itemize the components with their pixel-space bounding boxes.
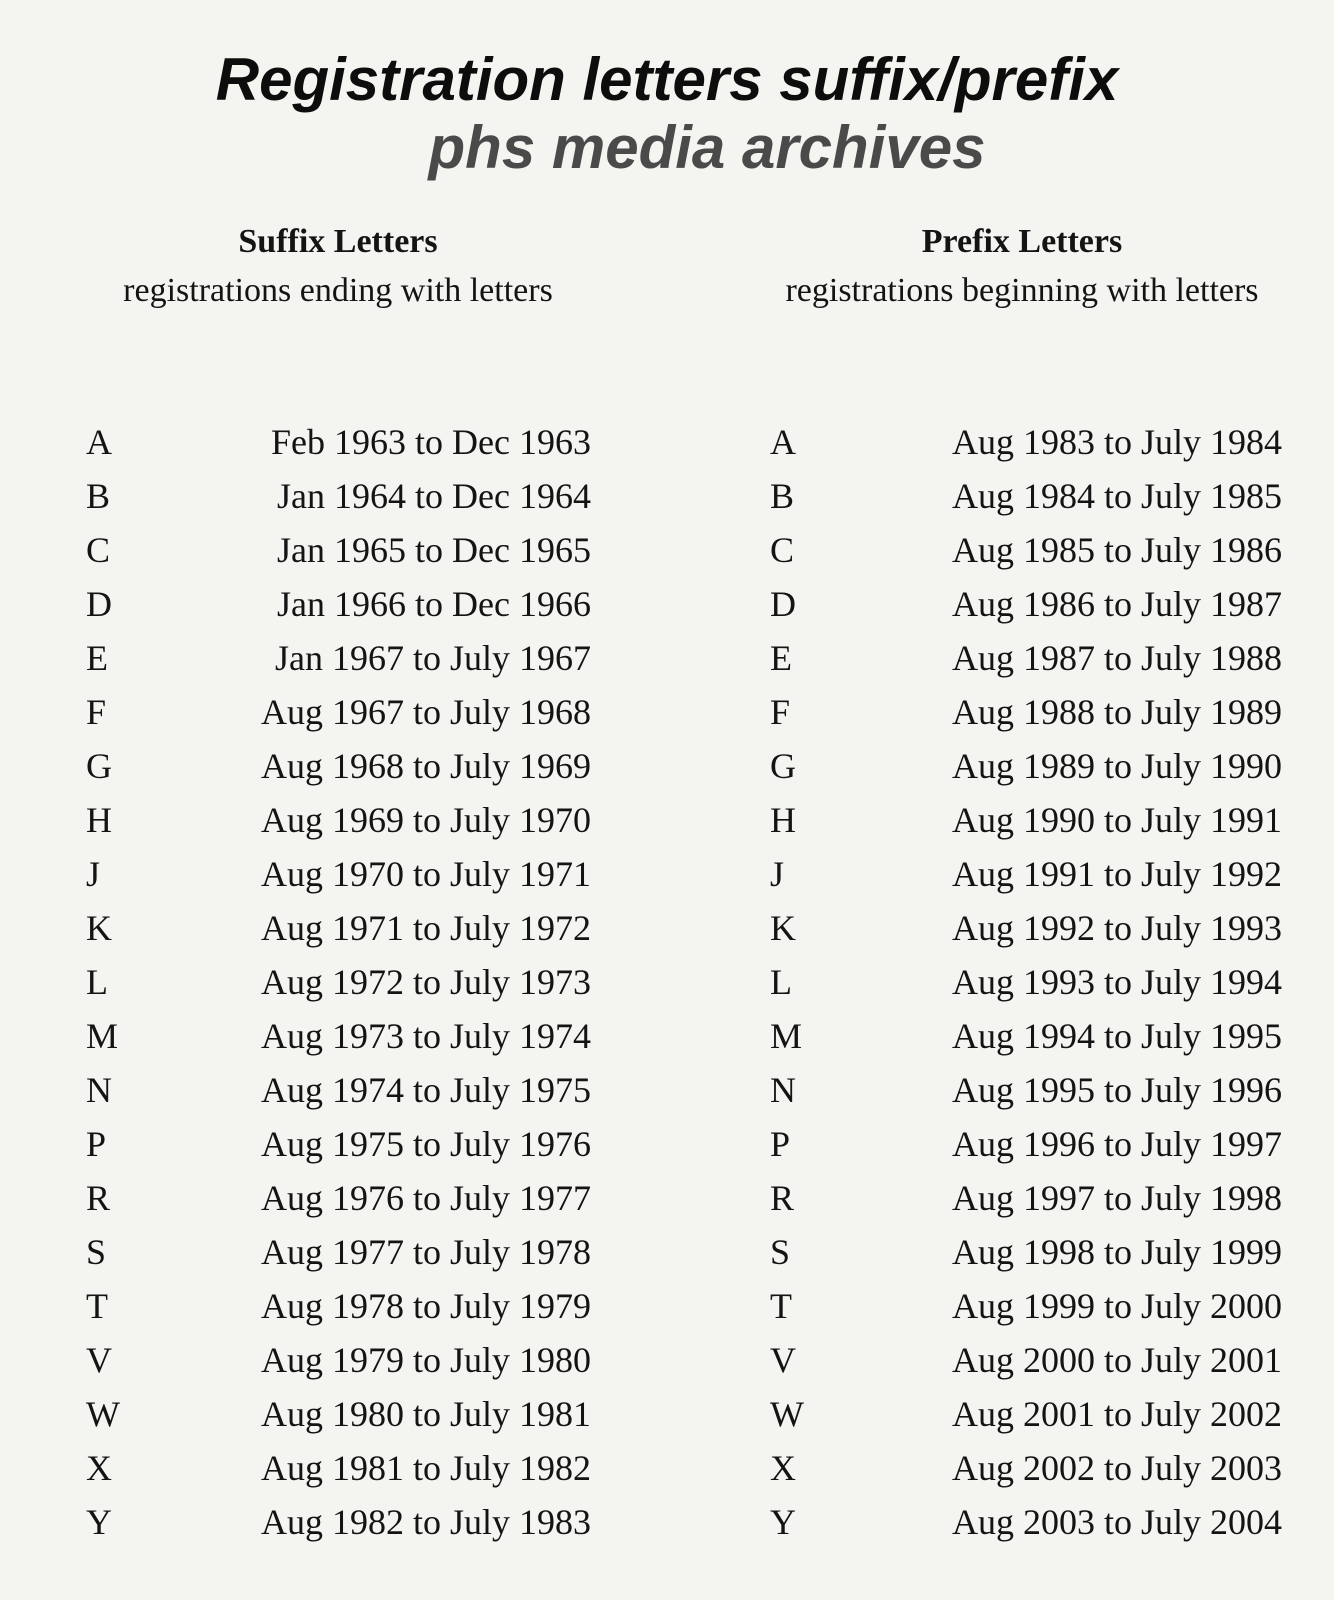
suffix-row-letter: B	[86, 476, 111, 516]
prefix-row-letter: D	[770, 584, 796, 624]
prefix-table-row	[770, 901, 1282, 955]
prefix-row-date-range: Aug 1999 to July 2000	[951, 1286, 1282, 1326]
prefix-row-letter: J	[770, 854, 785, 894]
prefix-row-letter: T	[770, 1286, 792, 1326]
prefix-table-row	[770, 955, 1282, 1009]
suffix-table-row	[86, 631, 591, 685]
suffix-row-date-range: Jan 1965 to Dec 1965	[277, 530, 591, 570]
prefix-row-letter: V	[770, 1340, 796, 1380]
prefix-row-date-range: Aug 1993 to July 1994	[951, 962, 1282, 1002]
suffix-row-date-range: Aug 1978 to July 1979	[260, 1286, 591, 1326]
suffix-column-header	[78, 218, 598, 316]
suffix-row-date-range: Aug 1981 to July 1982	[260, 1448, 591, 1488]
prefix-row-date-range: Aug 1987 to July 1988	[951, 638, 1282, 678]
suffix-table-row	[86, 901, 591, 955]
prefix-row-letter: B	[770, 476, 795, 516]
suffix-table-row	[86, 1063, 591, 1117]
suffix-table-row	[86, 1171, 591, 1225]
prefix-row-letter: H	[770, 800, 796, 840]
prefix-table-row	[770, 793, 1282, 847]
prefix-row-date-range: Aug 1995 to July 1996	[951, 1070, 1282, 1110]
prefix-row-date-range: Aug 1994 to July 1995	[951, 1016, 1282, 1056]
suffix-table-row	[86, 415, 591, 469]
suffix-row-letter: T	[86, 1286, 108, 1326]
suffix-row-letter: F	[86, 692, 107, 732]
suffix-row-letter: L	[86, 962, 108, 1002]
prefix-row-letter: W	[770, 1394, 804, 1434]
prefix-table-row	[770, 1441, 1282, 1495]
suffix-row-date-range: Aug 1974 to July 1975	[260, 1070, 591, 1110]
prefix-row-date-range: Aug 1992 to July 1993	[951, 908, 1282, 948]
prefix-row-letter: K	[770, 908, 796, 948]
suffix-row-letter: M	[86, 1016, 119, 1056]
prefix-row-letter: R	[770, 1178, 795, 1218]
prefix-table-row	[770, 1279, 1282, 1333]
suffix-table-row	[86, 577, 591, 631]
prefix-description: registrations beginning with letters	[785, 272, 1259, 309]
suffix-table-row	[86, 1117, 591, 1171]
prefix-row-date-range: Aug 1997 to July 1998	[951, 1178, 1282, 1218]
prefix-row-date-range: Aug 1989 to July 1990	[951, 746, 1282, 786]
suffix-row-date-range: Aug 1969 to July 1970	[260, 800, 591, 840]
suffix-table-row	[86, 1495, 591, 1549]
suffix-row-letter: A	[86, 422, 112, 462]
suffix-row-letter: G	[86, 746, 112, 786]
suffix-row-letter: P	[86, 1124, 107, 1164]
prefix-row-letter: P	[770, 1124, 791, 1164]
prefix-table-row	[770, 1333, 1282, 1387]
suffix-row-date-range: Aug 1980 to July 1981	[260, 1394, 591, 1434]
prefix-row-date-range: Aug 1996 to July 1997	[951, 1124, 1282, 1164]
suffix-table-row	[86, 523, 591, 577]
prefix-table-row	[770, 523, 1282, 577]
suffix-row-date-range: Jan 1967 to July 1967	[274, 638, 591, 678]
prefix-row-letter: N	[770, 1070, 796, 1110]
prefix-row-letter: E	[770, 638, 792, 678]
prefix-table-row	[770, 1225, 1282, 1279]
suffix-row-date-range: Aug 1976 to July 1977	[260, 1178, 591, 1218]
suffix-table-row	[86, 847, 591, 901]
suffix-table-row	[86, 1279, 591, 1333]
prefix-table	[770, 415, 1282, 1549]
prefix-table-row	[770, 1117, 1282, 1171]
prefix-row-letter: X	[770, 1448, 796, 1488]
suffix-row-date-range: Aug 1977 to July 1978	[260, 1232, 591, 1272]
suffix-row-date-range: Aug 1967 to July 1968	[260, 692, 591, 732]
suffix-heading: Suffix Letters	[238, 223, 438, 260]
prefix-row-date-range: Aug 2000 to July 2001	[951, 1340, 1282, 1380]
suffix-table-row	[86, 955, 591, 1009]
prefix-row-letter: S	[770, 1232, 791, 1272]
suffix-table-row	[86, 1225, 591, 1279]
suffix-table-row	[86, 685, 591, 739]
prefix-row-date-range: Aug 1990 to July 1991	[951, 800, 1282, 840]
suffix-table-row	[86, 1387, 591, 1441]
suffix-row-letter: K	[86, 908, 112, 948]
suffix-table-row	[86, 793, 591, 847]
suffix-table-row	[86, 1009, 591, 1063]
prefix-row-letter: Y	[770, 1502, 796, 1542]
suffix-row-date-range: Jan 1966 to Dec 1966	[277, 584, 591, 624]
prefix-row-date-range: Aug 1985 to July 1986	[951, 530, 1282, 570]
suffix-row-date-range: Aug 1982 to July 1983	[260, 1502, 591, 1542]
suffix-row-letter: N	[86, 1070, 112, 1110]
suffix-row-letter: Y	[86, 1502, 112, 1542]
prefix-row-date-range: Aug 1986 to July 1987	[951, 584, 1282, 624]
prefix-heading: Prefix Letters	[921, 223, 1123, 260]
prefix-row-date-range: Aug 1998 to July 1999	[951, 1232, 1282, 1272]
suffix-row-date-range: Jan 1964 to Dec 1964	[277, 476, 591, 516]
suffix-row-date-range: Aug 1968 to July 1969	[260, 746, 591, 786]
suffix-table-row	[86, 739, 591, 793]
prefix-row-letter: M	[770, 1016, 803, 1056]
prefix-row-date-range: Aug 1988 to July 1989	[951, 692, 1282, 732]
suffix-row-letter: S	[86, 1232, 107, 1272]
suffix-row-letter: C	[86, 530, 111, 570]
prefix-row-letter: L	[770, 962, 792, 1002]
suffix-row-date-range: Aug 1971 to July 1972	[260, 908, 591, 948]
prefix-table-row	[770, 685, 1282, 739]
prefix-row-date-range: Aug 1983 to July 1984	[951, 422, 1282, 462]
prefix-table-row	[770, 1387, 1282, 1441]
prefix-row-date-range: Aug 2002 to July 2003	[951, 1448, 1282, 1488]
page-subtitle: phs media archives	[428, 114, 986, 181]
prefix-table-row	[770, 1009, 1282, 1063]
prefix-row-date-range: Aug 2001 to July 2002	[951, 1394, 1282, 1434]
suffix-row-date-range: Aug 1972 to July 1973	[260, 962, 591, 1002]
suffix-row-letter: X	[86, 1448, 112, 1488]
prefix-row-date-range: Aug 2003 to July 2004	[951, 1502, 1282, 1542]
suffix-description: registrations ending with letters	[123, 272, 553, 309]
suffix-row-date-range: Aug 1979 to July 1980	[260, 1340, 591, 1380]
suffix-row-date-range: Aug 1970 to July 1971	[260, 854, 591, 894]
suffix-row-letter: V	[86, 1340, 112, 1380]
prefix-table-row	[770, 1171, 1282, 1225]
suffix-row-letter: H	[86, 800, 112, 840]
page-title: Registration letters suffix/prefix	[215, 46, 1119, 113]
suffix-table	[86, 415, 591, 1549]
prefix-table-row	[770, 577, 1282, 631]
prefix-table-row	[770, 1063, 1282, 1117]
prefix-row-date-range: Aug 1984 to July 1985	[951, 476, 1282, 516]
suffix-row-letter: J	[86, 854, 101, 894]
prefix-table-row	[770, 847, 1282, 901]
prefix-table-row	[770, 631, 1282, 685]
prefix-row-letter: A	[770, 422, 796, 462]
suffix-row-letter: W	[86, 1394, 120, 1434]
suffix-row-letter: D	[86, 584, 112, 624]
prefix-table-row	[770, 415, 1282, 469]
suffix-row-date-range: Feb 1963 to Dec 1963	[271, 422, 591, 462]
prefix-table-row	[770, 739, 1282, 793]
suffix-table-row	[86, 469, 591, 523]
suffix-row-letter: E	[86, 638, 108, 678]
prefix-row-date-range: Aug 1991 to July 1992	[951, 854, 1282, 894]
suffix-row-letter: R	[86, 1178, 111, 1218]
prefix-row-letter: C	[770, 530, 795, 570]
suffix-row-date-range: Aug 1973 to July 1974	[260, 1016, 591, 1056]
prefix-row-letter: F	[770, 692, 791, 732]
suffix-row-date-range: Aug 1975 to July 1976	[260, 1124, 591, 1164]
prefix-row-letter: G	[770, 746, 796, 786]
prefix-column-header	[762, 218, 1282, 316]
suffix-table-row	[86, 1333, 591, 1387]
prefix-table-row	[770, 469, 1282, 523]
suffix-table-row	[86, 1441, 591, 1495]
prefix-table-row	[770, 1495, 1282, 1549]
